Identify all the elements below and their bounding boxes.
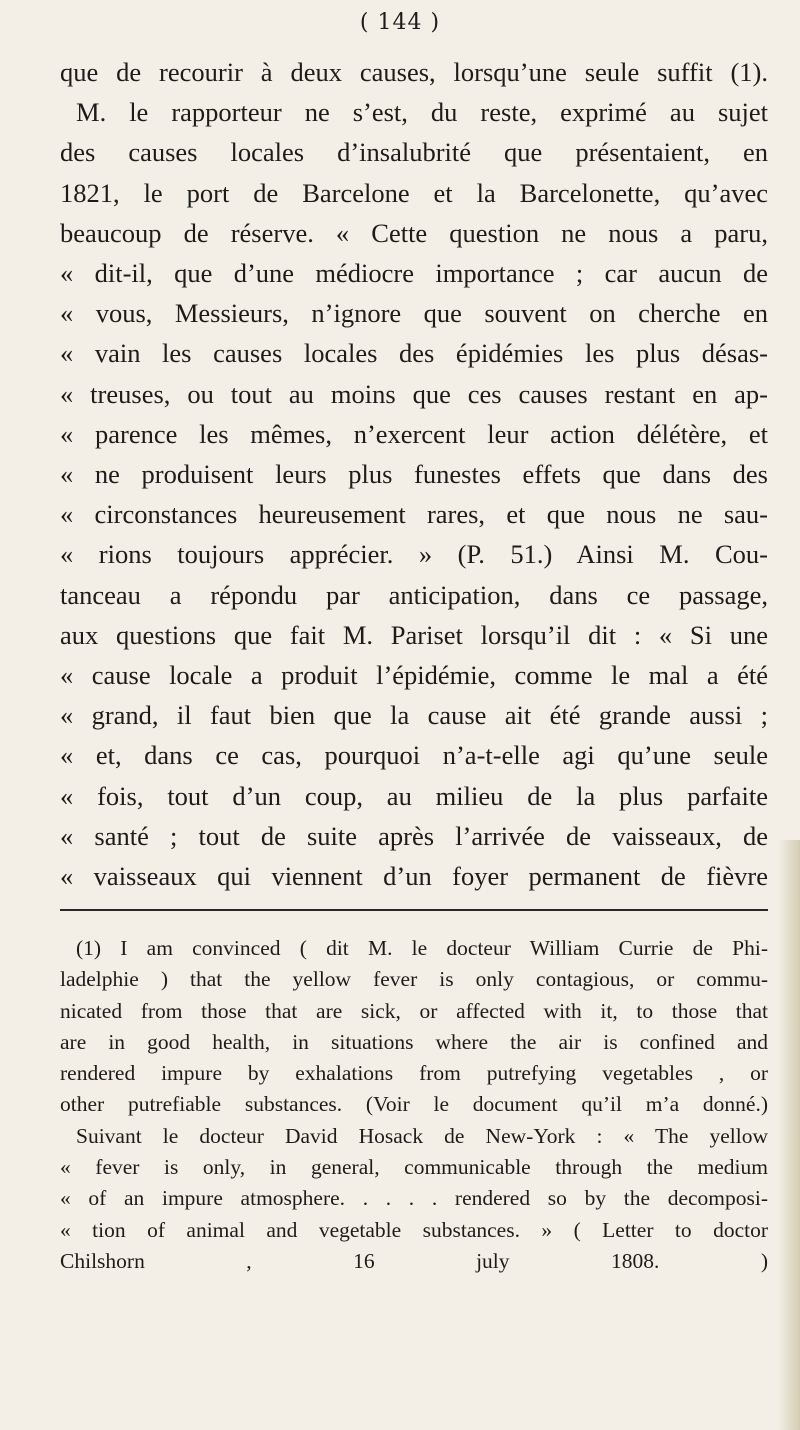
footnote-line: nicated from those that are sick, or affected with it, to those that [60,998,768,1023]
footnote-line: (1) I am convinced ( dit M. le docteur William Currie de Phi- [76,936,768,960]
text-line: « santé ; tout de suite après l’arrivée de vaisseaux, de [60,820,768,851]
footnote-line: rendered impure by exhalations from putrefying vegetables , or [60,1061,768,1086]
footnote [60,933,768,1277]
text-line: « fois, tout d’un coup, au milieu de la plus parfaite [60,780,768,811]
text-line: M. le rapporteur ne s’est, du reste, exprimé au sujet [76,97,768,128]
text-line: aux questions que fait M. Pariset lorsqu’il dit : « Si une [60,619,768,650]
text-line: « circonstances heureusement rares, et que nous ne sau- [60,499,768,530]
footnote-line: « fever is only, in general, communicable through the medium [60,1155,768,1180]
text-line: tanceau a répondu par anticipation, dans ce passage, [60,579,768,610]
text-line: « vain les causes locales des épidémies les plus désas- [60,338,768,369]
footnote-line: Suivant le docteur David Hosack de New-York : « The yellow [76,1123,768,1148]
footnote-line: are in good health, in situations where the air is confined and [60,1029,768,1054]
footnote-line: « tion of animal and vegetable substances. » ( Letter to doctor [60,1217,768,1242]
text-line: beaucoup de réserve. « Cette question ne nous a paru, [60,217,768,248]
text-line: « et, dans ce cas, pourquoi n’a-t-elle agi qu’une seule [60,740,768,771]
text-line: « dit-il, que d’une médiocre importance ; car aucun de [60,258,768,289]
footnote-line: other putrefiable substances. (Voir le document qu’il m’a donné.) [60,1092,768,1117]
text-line: « cause locale a produit l’épidémie, comme le mal a été [60,660,768,691]
page-edge-shadow [778,840,800,1430]
footnote-line: ladelphie ) that the yellow fever is only contagious, or commu- [60,967,768,992]
text-line: « vous, Messieurs, n’ignore que souvent on cherche en [60,298,768,329]
text-line: 1821, le port de Barcelone et la Barcelonette, qu’avec [60,177,768,208]
main-text [60,52,768,896]
footnote-line: « of an impure atmosphere. . . . . rendered so by the decomposi- [60,1186,768,1211]
text-line: « rions toujours apprécier. » (P. 51.) Ainsi M. Cou- [60,539,768,570]
page-number: ( 144 ) [359,10,441,35]
text-line: que de recourir à deux causes, lorsqu’une seule suffit (1). [60,57,768,87]
footnote-line: Chilshorn , 16 july 1808. ) [60,1248,768,1273]
text-line: « treuses, ou tout au moins que ces causes restant en ap- [60,378,768,409]
text-line: « ne produisent leurs plus funestes effets que dans des [60,459,768,490]
text-line: « grand, il faut bien que la cause ait été grande aussi ; [60,700,768,731]
text-line: des causes locales d’insalubrité que présentaient, en [60,137,768,168]
text-line: « parence les mêmes, n’exercent leur action délétère, et [60,418,768,449]
text-line: « vaisseaux qui viennent d’un foyer permanent de fièvre [60,861,768,892]
footnote-divider [60,909,768,911]
